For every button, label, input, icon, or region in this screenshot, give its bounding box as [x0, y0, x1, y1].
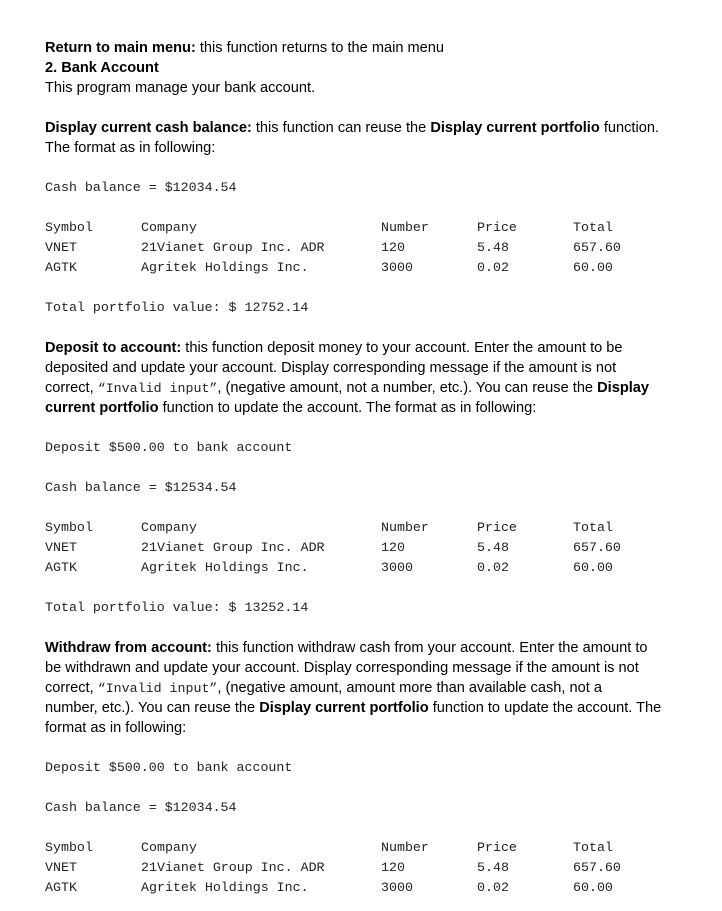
cell-symbol: AGTK	[45, 560, 77, 575]
cell-symbol: VNET	[45, 240, 77, 255]
cell-company: 21Vianet Group Inc. ADR	[141, 860, 325, 875]
display-paragraph-line2: The format as in following:	[45, 140, 216, 156]
deposit-lead: Deposit to account:	[45, 340, 182, 356]
cell-company: Agritek Holdings Inc.	[141, 260, 309, 275]
display-text: this function can reuse the	[251, 120, 431, 136]
intro-text: This program manage your bank account.	[45, 80, 316, 96]
header-total: Total	[573, 520, 613, 535]
withdraw-text: this function withdraw cash from your account. Enter the amount to	[211, 640, 648, 656]
cell-total: 657.60	[573, 540, 621, 555]
header-price: Price	[477, 220, 517, 235]
header-number: Number	[381, 840, 429, 855]
cell-symbol: VNET	[45, 860, 77, 875]
ex1-cash-balance: Cash balance = $12034.54	[45, 180, 237, 195]
deposit-paragraph-line4	[45, 398, 685, 418]
header-company: Company	[141, 220, 197, 235]
cell-price: 5.48	[477, 240, 509, 255]
cell-symbol: AGTK	[45, 260, 77, 275]
cell-price: 0.02	[477, 880, 509, 895]
withdraw-paragraph-line2: be withdrawn and update your account. Display corresponding message if the amount is not	[45, 660, 639, 676]
ex2-cash-balance: Cash balance = $12534.54	[45, 480, 237, 495]
cell-price: 0.02	[477, 260, 509, 275]
deposit-text: this function deposit money to your account. Enter the amount to be	[181, 340, 623, 356]
cell-price: 0.02	[477, 560, 509, 575]
cell-total: 657.60	[573, 860, 621, 875]
withdraw-text: number, etc.). You can reuse the	[45, 700, 260, 716]
deposit-paragraph-line3	[45, 378, 685, 398]
cell-company: Agritek Holdings Inc.	[141, 560, 309, 575]
cell-number: 120	[381, 240, 405, 255]
withdraw-paragraph-line1	[45, 638, 685, 658]
return-menu-lead: Return to main menu:	[45, 40, 196, 56]
header-total: Total	[573, 220, 613, 235]
header-total: Total	[573, 840, 613, 855]
deposit-invalid-code: “Invalid input”	[97, 381, 218, 396]
header-price: Price	[477, 840, 517, 855]
withdraw-invalid-code: “Invalid input”	[97, 681, 218, 696]
ex3-table-row	[45, 858, 685, 878]
ex2-deposit-message: Deposit $500.00 to bank account	[45, 440, 293, 455]
display-text-end: function.	[599, 120, 660, 136]
header-symbol: Symbol	[45, 220, 93, 235]
cell-company: 21Vianet Group Inc. ADR	[141, 240, 325, 255]
withdraw-text: function to update the account. The	[428, 700, 662, 716]
withdraw-text: , (negative amount, amount more than available cash, not a	[217, 680, 602, 696]
withdraw-text: correct,	[45, 680, 98, 696]
display-ref: Display current portfolio	[430, 120, 600, 136]
cell-total: 60.00	[573, 880, 613, 895]
deposit-paragraph-line1	[45, 338, 685, 358]
ex3-table-row	[45, 878, 685, 898]
ex1-total-portfolio: Total portfolio value: $ 12752.14	[45, 300, 309, 315]
return-menu-paragraph	[45, 38, 685, 58]
return-menu-text: this function returns to the main menu	[195, 40, 445, 56]
display-lead: Display current cash balance:	[45, 120, 252, 136]
deposit-paragraph-line2: deposited and update your account. Display corresponding message if the amount is not	[45, 360, 617, 376]
ex1-table-row	[45, 258, 685, 278]
header-number: Number	[381, 220, 429, 235]
cell-number: 120	[381, 860, 405, 875]
ex2-table-header	[45, 518, 685, 538]
ex1-table-row	[45, 238, 685, 258]
withdraw-paragraph-line4	[45, 698, 685, 718]
deposit-text: function to update the account. The format as in following:	[158, 400, 537, 416]
cell-total: 60.00	[573, 560, 613, 575]
header-company: Company	[141, 840, 197, 855]
cell-symbol: AGTK	[45, 880, 77, 895]
header-company: Company	[141, 520, 197, 535]
display-paragraph-line1	[45, 118, 685, 138]
cell-number: 3000	[381, 880, 413, 895]
withdraw-lead: Withdraw from account:	[45, 640, 212, 656]
ex2-table-row	[45, 558, 685, 578]
ex2-total-portfolio: Total portfolio value: $ 13252.14	[45, 600, 309, 615]
header-symbol: Symbol	[45, 520, 93, 535]
cell-number: 3000	[381, 560, 413, 575]
ex3-deposit-message: Deposit $500.00 to bank account	[45, 760, 293, 775]
cell-total: 657.60	[573, 240, 621, 255]
ex2-table-row	[45, 538, 685, 558]
cell-symbol: VNET	[45, 540, 77, 555]
cell-total: 60.00	[573, 260, 613, 275]
header-number: Number	[381, 520, 429, 535]
deposit-ref: Display	[597, 380, 650, 396]
section-title: 2. Bank Account	[45, 60, 159, 76]
deposit-text: correct,	[45, 380, 98, 396]
withdraw-ref: Display current portfolio	[259, 700, 429, 716]
document-page	[45, 38, 685, 898]
cell-number: 3000	[381, 260, 413, 275]
header-symbol: Symbol	[45, 840, 93, 855]
cell-company: Agritek Holdings Inc.	[141, 880, 309, 895]
withdraw-paragraph-line3	[45, 678, 685, 698]
ex3-cash-balance: Cash balance = $12034.54	[45, 800, 237, 815]
header-price: Price	[477, 520, 517, 535]
deposit-ref-cont: current portfolio	[45, 400, 159, 416]
cell-number: 120	[381, 540, 405, 555]
deposit-text: , (negative amount, not a number, etc.). You can reuse the	[217, 380, 598, 396]
withdraw-paragraph-line5: format as in following:	[45, 720, 187, 736]
cell-price: 5.48	[477, 860, 509, 875]
cell-company: 21Vianet Group Inc. ADR	[141, 540, 325, 555]
ex3-table-header	[45, 838, 685, 858]
ex1-table-header	[45, 218, 685, 238]
cell-price: 5.48	[477, 540, 509, 555]
